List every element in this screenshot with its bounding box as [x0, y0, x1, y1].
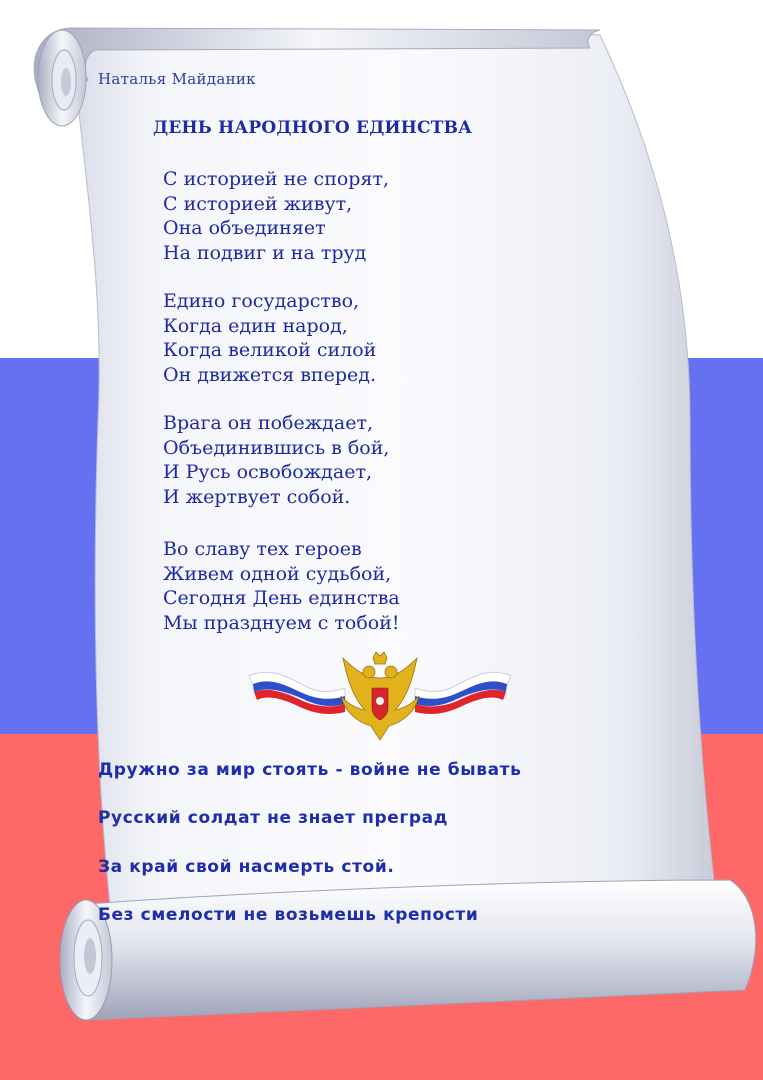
poem-stanza-1 [163, 167, 389, 265]
poem-line: С историей живут, [163, 192, 353, 215]
proverb: Дружно за мир стоять - войне не бывать [98, 760, 522, 780]
proverb: Русский солдат не знает преград [98, 808, 449, 828]
proverb: За край свой насмерть стой. [98, 857, 395, 877]
poem-line: С историей не спорят, [163, 168, 389, 190]
russian-coat-of-arms-icon [245, 648, 515, 748]
poem-title: ДЕНЬ НАРОДНОГО ЕДИНСТВА [153, 118, 473, 138]
poem-stanza-4 [163, 537, 400, 635]
poem-line: Он движется вперед. [163, 363, 376, 386]
proverb: Без смелости не возьмешь крепости [98, 905, 479, 925]
poem-line: Едино государство, [163, 290, 360, 312]
poem-line: И Русь освобождает, [163, 461, 372, 483]
poem-line: Мы празднуем с тобой! [163, 611, 400, 634]
poem-line: На подвиг и на труд [163, 241, 367, 264]
author-name: Наталья Майданик [98, 70, 256, 88]
poem-line: И жертвует собой. [163, 485, 351, 508]
poem-line: Врага он побеждает, [163, 412, 374, 434]
poem-line: Она объединяет [163, 217, 326, 239]
poem-line: Объединившись в бой, [163, 436, 390, 459]
poem-line: Живем одной судьбой, [163, 562, 392, 585]
poem-stanza-2 [163, 289, 376, 387]
poem-line: Во славу тех героев [163, 538, 362, 560]
poem-line: Когда един народ, [163, 314, 348, 337]
poem-stanza-3 [163, 411, 389, 509]
poem-line: Сегодня День единства [163, 587, 400, 609]
poem-line: Когда великой силой [163, 339, 377, 361]
